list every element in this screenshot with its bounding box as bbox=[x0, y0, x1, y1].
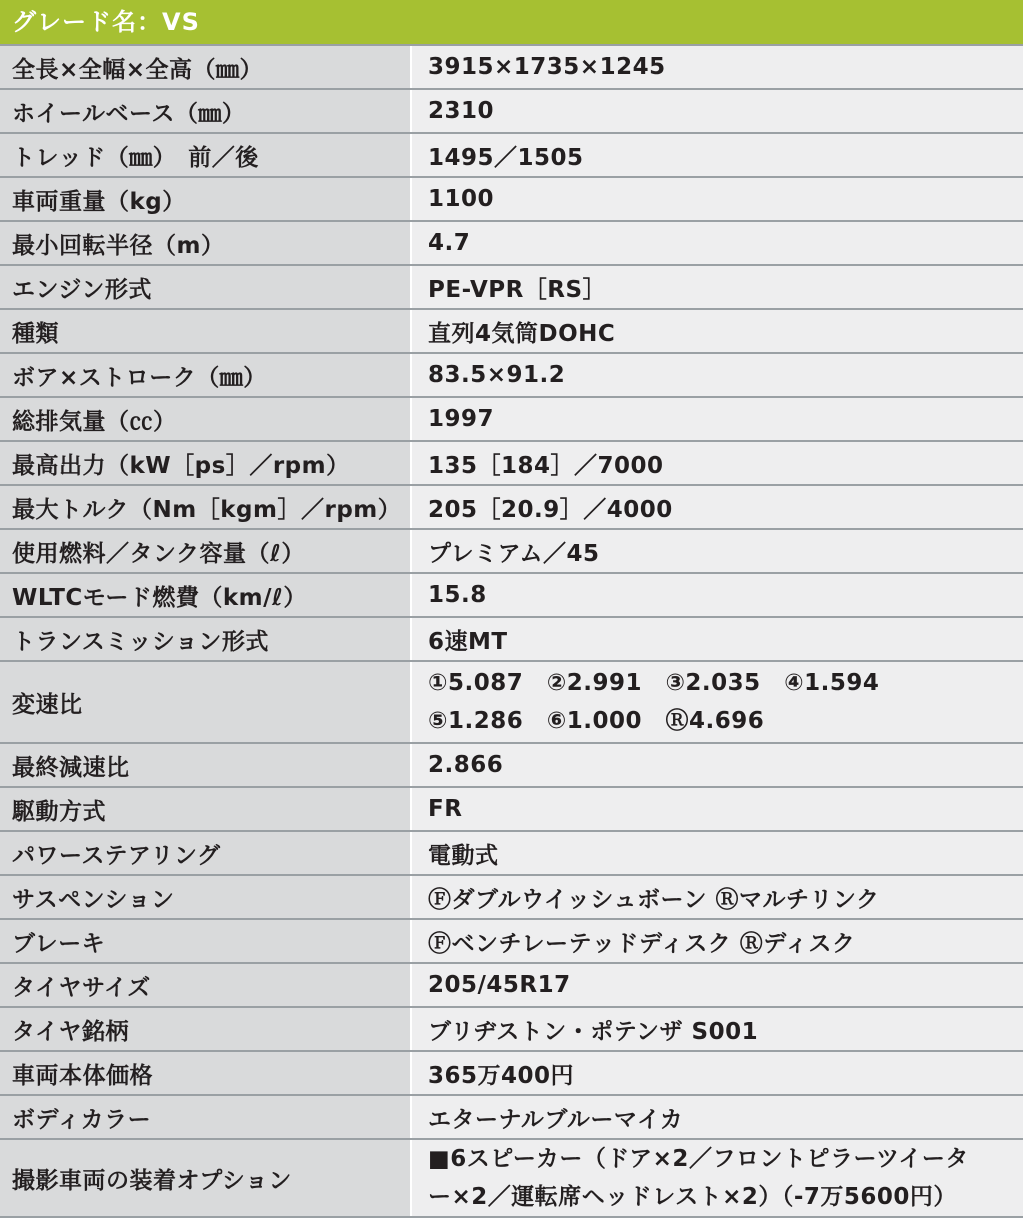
spec-value bbox=[410, 662, 1023, 742]
spec-value bbox=[410, 1140, 1023, 1216]
spec-value: 1997 bbox=[410, 398, 1023, 440]
spec-label: ホイールベース（㎜） bbox=[0, 90, 410, 132]
spec-label: 駆動方式 bbox=[0, 788, 410, 830]
spec-row bbox=[0, 572, 1023, 616]
spec-value: 205/45R17 bbox=[410, 964, 1023, 1006]
spec-label: 最小回転半径（m） bbox=[0, 222, 410, 264]
spec-label: パワーステアリング bbox=[0, 832, 410, 874]
spec-label: 使用燃料／タンク容量（ℓ） bbox=[0, 530, 410, 572]
spec-value: 205［20.9］／4000 bbox=[410, 486, 1023, 528]
spec-label: 最高出力（kW［ps］／rpm） bbox=[0, 442, 410, 484]
spec-row bbox=[0, 830, 1023, 874]
spec-row bbox=[0, 528, 1023, 572]
spec-label: サスペンション bbox=[0, 876, 410, 918]
spec-value: Ⓕベンチレーテッドディスク Ⓡディスク bbox=[410, 920, 1023, 962]
spec-label: 総排気量（㏄） bbox=[0, 398, 410, 440]
spec-row bbox=[0, 874, 1023, 918]
spec-label: ブレーキ bbox=[0, 920, 410, 962]
spec-value: 1100 bbox=[410, 178, 1023, 220]
spec-row bbox=[0, 176, 1023, 220]
spec-value: PE-VPR［RS］ bbox=[410, 266, 1023, 308]
spec-row bbox=[0, 440, 1023, 484]
spec-value: 3915×1735×1245 bbox=[410, 46, 1023, 88]
spec-row bbox=[0, 786, 1023, 830]
spec-value: 直列4気筒DOHC bbox=[410, 310, 1023, 352]
spec-value: 365万400円 bbox=[410, 1052, 1023, 1094]
spec-label: トランスミッション形式 bbox=[0, 618, 410, 660]
spec-row bbox=[0, 484, 1023, 528]
spec-value: 1495／1505 bbox=[410, 134, 1023, 176]
spec-value: Ⓕダブルウイッシュボーン Ⓡマルチリンク bbox=[410, 876, 1023, 918]
spec-value: FR bbox=[410, 788, 1023, 830]
spec-value: エターナルブルーマイカ bbox=[410, 1096, 1023, 1138]
spec-value-line: ー×2／運転席ヘッドレスト×2）（-7万5600円） bbox=[428, 1184, 957, 1210]
spec-label: ボディカラー bbox=[0, 1096, 410, 1138]
spec-label: 全長×全幅×全高（㎜） bbox=[0, 46, 410, 88]
spec-row bbox=[0, 44, 1023, 88]
spec-label: タイヤ銘柄 bbox=[0, 1008, 410, 1050]
spec-row bbox=[0, 918, 1023, 962]
spec-value: 83.5×91.2 bbox=[410, 354, 1023, 396]
spec-value: 6速MT bbox=[410, 618, 1023, 660]
spec-label: 最終減速比 bbox=[0, 744, 410, 786]
spec-row bbox=[0, 1138, 1023, 1218]
spec-value-line: ①5.087 ②2.991 ③2.035 ④1.594 bbox=[428, 670, 880, 696]
spec-label: 車両重量（kg） bbox=[0, 178, 410, 220]
spec-value: 135［184］／7000 bbox=[410, 442, 1023, 484]
spec-value: 電動式 bbox=[410, 832, 1023, 874]
spec-row bbox=[0, 742, 1023, 786]
spec-row bbox=[0, 220, 1023, 264]
spec-label: 最大トルク（Nm［kgm］／rpm） bbox=[0, 486, 410, 528]
grade-title: グレード名：VS bbox=[0, 0, 1023, 44]
spec-label: タイヤサイズ bbox=[0, 964, 410, 1006]
spec-label: WLTCモード燃費（km/ℓ） bbox=[0, 574, 410, 616]
spec-label: 変速比 bbox=[0, 662, 410, 742]
spec-value: 2310 bbox=[410, 90, 1023, 132]
spec-row bbox=[0, 264, 1023, 308]
spec-row bbox=[0, 660, 1023, 742]
spec-row bbox=[0, 88, 1023, 132]
spec-label: トレッド（㎜） 前／後 bbox=[0, 134, 410, 176]
spec-row bbox=[0, 1006, 1023, 1050]
spec-label: 撮影車両の装着オプション bbox=[0, 1140, 410, 1216]
spec-value: 2.866 bbox=[410, 744, 1023, 786]
spec-table bbox=[0, 44, 1023, 1218]
spec-row bbox=[0, 962, 1023, 1006]
spec-value: ブリヂストン・ポテンザ S001 bbox=[410, 1008, 1023, 1050]
spec-label: ボア×ストローク（㎜） bbox=[0, 354, 410, 396]
spec-value: 15.8 bbox=[410, 574, 1023, 616]
spec-row bbox=[0, 616, 1023, 660]
spec-row bbox=[0, 132, 1023, 176]
spec-label: 車両本体価格 bbox=[0, 1052, 410, 1094]
spec-row bbox=[0, 308, 1023, 352]
spec-row bbox=[0, 1094, 1023, 1138]
spec-row bbox=[0, 396, 1023, 440]
spec-row bbox=[0, 1050, 1023, 1094]
spec-value-line: ■6スピーカー（ドア×2／フロントピラーツイータ bbox=[428, 1146, 969, 1172]
spec-value: 4.7 bbox=[410, 222, 1023, 264]
spec-label: エンジン形式 bbox=[0, 266, 410, 308]
spec-value: プレミアム／45 bbox=[410, 530, 1023, 572]
spec-label: 種類 bbox=[0, 310, 410, 352]
spec-row bbox=[0, 352, 1023, 396]
spec-value-line: ⑤1.286 ⑥1.000 Ⓡ4.696 bbox=[428, 708, 765, 734]
